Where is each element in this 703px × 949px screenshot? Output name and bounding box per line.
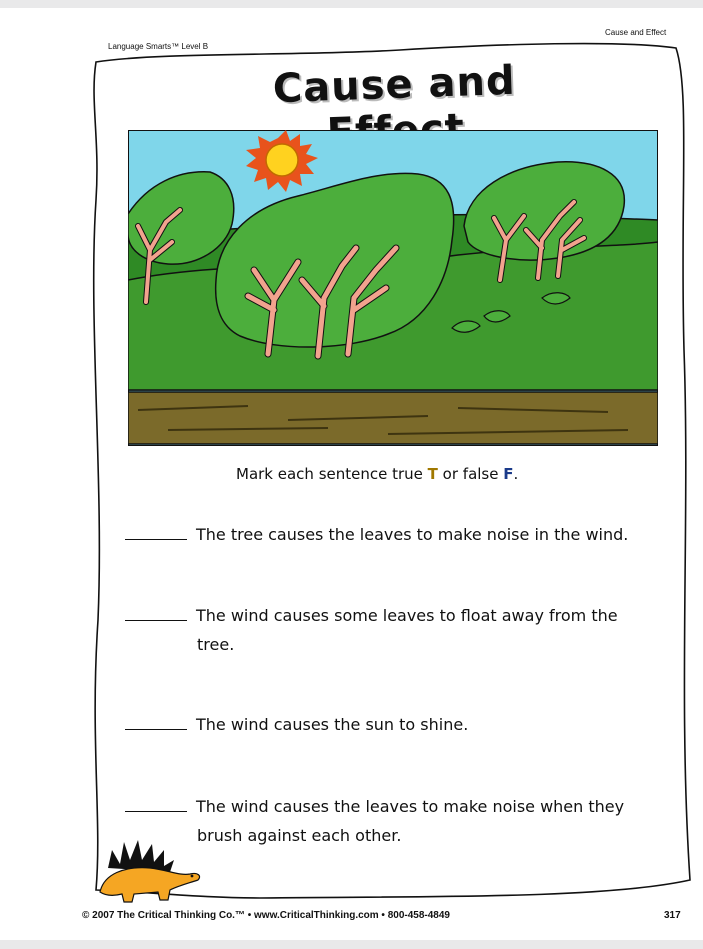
instruction-middle: or false xyxy=(437,465,504,483)
question-3 xyxy=(125,710,655,739)
windy-trees-illustration xyxy=(128,130,658,446)
answer-blank-2[interactable] xyxy=(125,606,187,621)
answer-blank-4[interactable] xyxy=(125,797,187,812)
instruction-suffix: . xyxy=(513,465,519,483)
copyright-footer: © 2007 The Critical Thinking Co.™ • www.CriticalThinking.com • 800-458-4849 xyxy=(82,910,450,921)
true-letter: T xyxy=(427,465,438,483)
answer-blank-1[interactable] xyxy=(125,525,187,540)
question-2-text: The wind causes some leaves to float away from the xyxy=(196,606,618,625)
answer-blank-3[interactable] xyxy=(125,715,187,730)
question-1-text: The tree causes the leaves to make noise in the wind. xyxy=(196,525,629,544)
page-title: Cause and xyxy=(272,57,517,113)
question-2 xyxy=(125,601,655,659)
instruction-prefix: Mark each sentence true xyxy=(236,465,428,483)
header-topic-label: Cause and Effect xyxy=(605,28,667,37)
question-3-text: The wind causes the sun to shine. xyxy=(196,715,469,734)
header-series-label: Language Smarts™ Level B xyxy=(108,42,209,51)
question-4 xyxy=(125,792,655,850)
question-4-text: The wind causes the leaves to make noise when they xyxy=(196,797,625,816)
instructions xyxy=(236,465,518,483)
question-4-text-continued: brush against each other. xyxy=(197,826,402,845)
question-1 xyxy=(125,520,655,549)
question-2-text-continued: tree. xyxy=(197,635,235,654)
page-number: 317 xyxy=(664,910,681,921)
false-letter: F xyxy=(503,465,514,483)
stegosaurus-icon xyxy=(94,838,204,904)
